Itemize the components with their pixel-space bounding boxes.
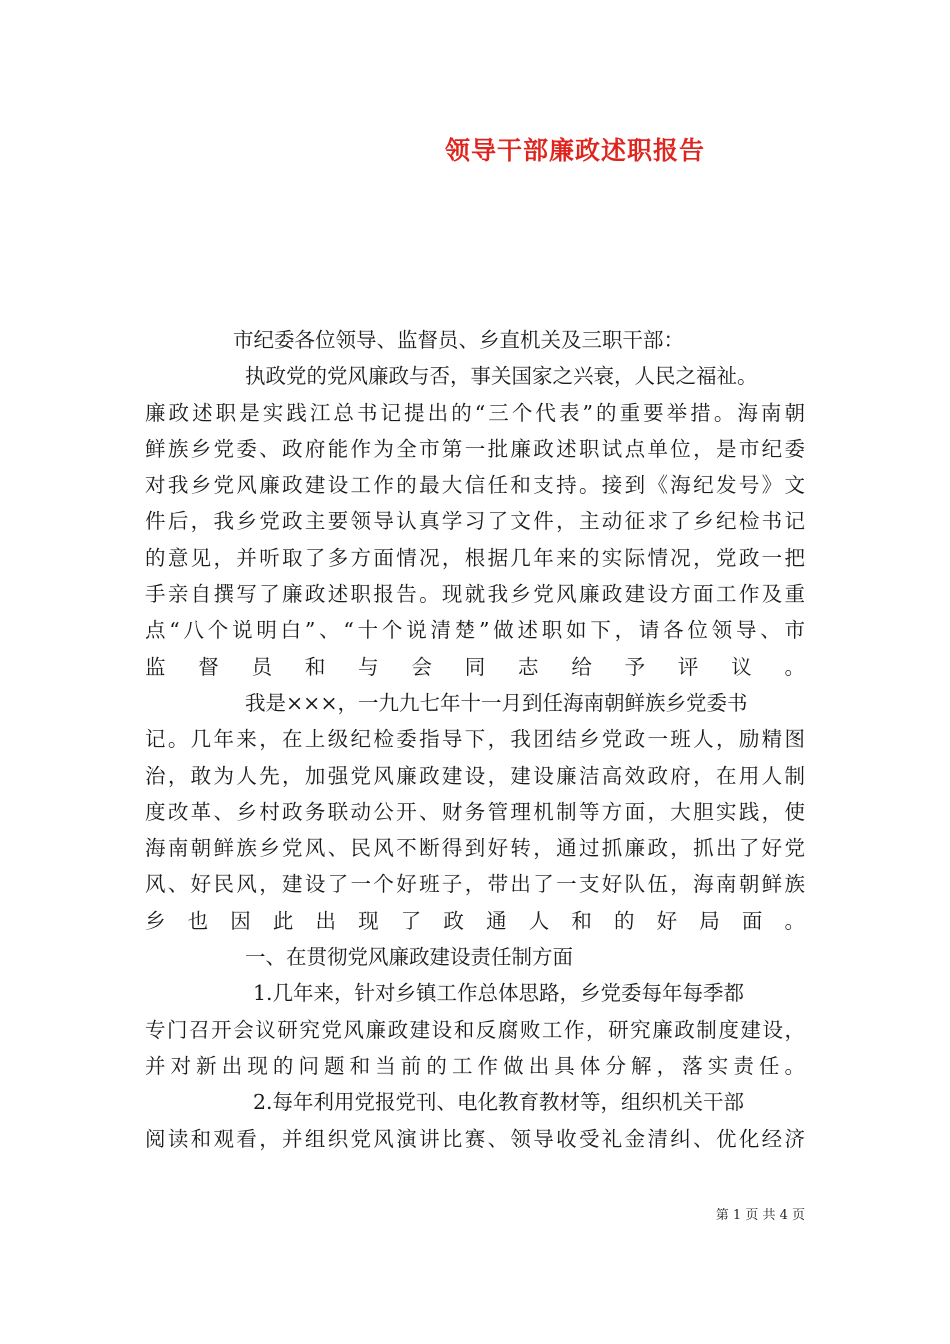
text-line: 治，敢为人先，加强党风廉政建设，建设廉洁高效政府，在用人制 <box>145 763 805 788</box>
text-line: 廉政述职是实践江总书记提出的“三个代表”的重要举措。海南朝 <box>145 400 805 425</box>
text-line: 点“八个说明白”、“十个说清楚”做述职如下，请各位领导、市 <box>145 618 805 643</box>
page-number: 第 1 页 共 4 页 <box>715 1208 805 1223</box>
text-line: 专门召开会议研究党风廉政建设和反腐败工作，研究廉政制度建设， <box>145 1017 805 1042</box>
text-line: 1.几年来，针对乡镇工作总体思路，乡党委每年每季都 <box>253 981 745 1006</box>
text-line: 执政党的党风廉政与否，事关国家之兴衰，人民之福祉。 <box>245 364 758 389</box>
text-line: 风、好民风，建设了一个好班子，带出了一支好队伍，海南朝鲜族 <box>145 872 805 897</box>
text-line: 海南朝鲜族乡党风、民风不断得到好转，通过抓廉政，抓出了好党 <box>145 836 805 861</box>
text-line: 一、在贯彻党风廉政建设责任制方面 <box>245 945 573 970</box>
text-line: 对我乡党风廉政建设工作的最大信任和支持。接到《海纪发号》文 <box>145 473 805 498</box>
text-line: 的意见，并听取了多方面情况，根据几年来的实际情况，党政一把 <box>145 545 805 570</box>
text-line: 并对新出现的问题和当前的工作做出具体分解，落实责任。 <box>145 1053 805 1078</box>
document-title-text: 领导干部廉政述职报告 <box>444 136 705 165</box>
text-line: 件后，我乡党政主要领导认真学习了文件，主动征求了乡纪检书记 <box>145 509 805 534</box>
text-line: 记。几年来，在上级纪检委指导下，我团结乡党政一班人，励精图 <box>145 727 805 752</box>
text-line: 监督员和与会同志给予评议。 <box>145 654 805 679</box>
text-line: 2.每年利用党报党刊、电化教育教材等，组织机关干部 <box>253 1090 745 1115</box>
document-body <box>145 322 805 1157</box>
text-line: 手亲自撰写了廉政述职报告。现就我乡党风廉政建设方面工作及重 <box>145 582 805 607</box>
text-line: 乡也因此出现了政通人和的好局面。 <box>145 908 805 933</box>
text-line: 市纪委各位领导、监督员、乡直机关及三职干部： <box>233 328 684 352</box>
text-line: 阅读和观看，并组织党风演讲比赛、领导收受礼金清纠、优化经济 <box>145 1126 805 1151</box>
text-line: 我是×××，一九九七年十一月到任海南朝鲜族乡党委书 <box>245 690 748 715</box>
document-title <box>0 131 950 167</box>
text-line: 鲜族乡党委、政府能作为全市第一批廉政述职试点单位，是市纪委 <box>145 436 805 461</box>
text-line: 度改革、乡村政务联动公开、财务管理机制等方面，大胆实践，使 <box>145 799 805 824</box>
